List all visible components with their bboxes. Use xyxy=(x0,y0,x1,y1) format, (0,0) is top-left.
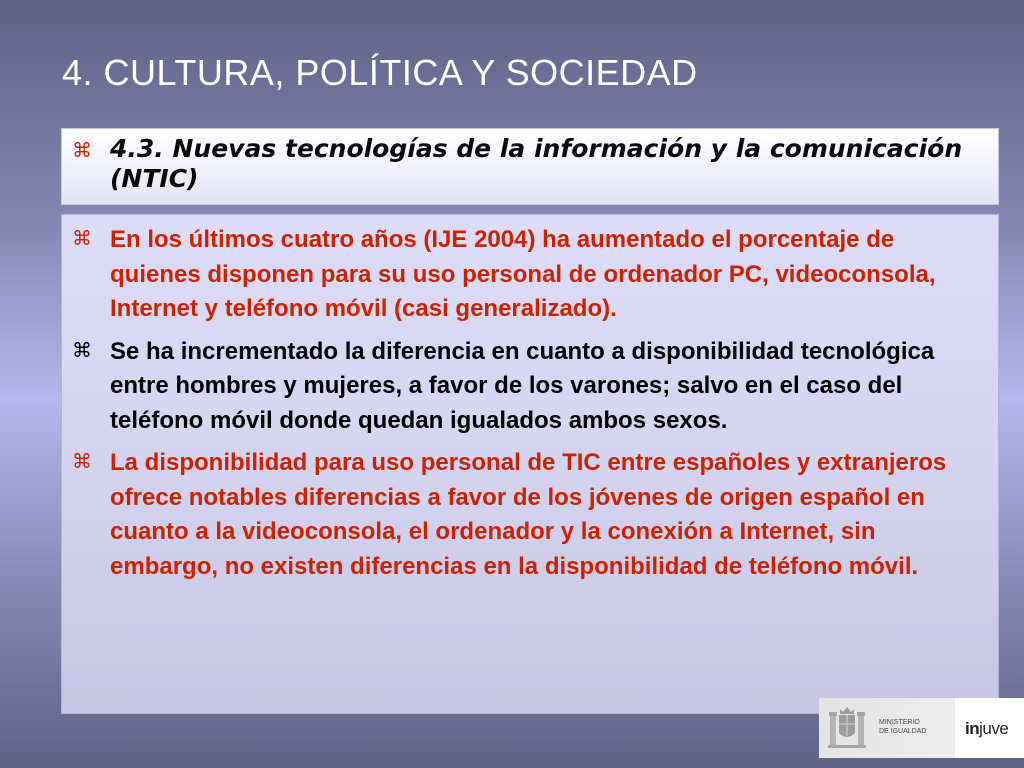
bullet-text: En los últimos cuatro años (IJE 2004) ha aumentado el porcentaje de quienes disponen para su uso personal de ordenador PC, videoconsola, Internet y teléfono móvil (casi generalizado). xyxy=(110,226,936,322)
coat-of-arms-icon xyxy=(827,705,867,751)
slide-title: 4. CULTURA, POLÍTICA Y SOCIEDAD xyxy=(62,52,698,93)
content-box xyxy=(61,214,999,714)
brand-logo-bold: in xyxy=(965,719,980,738)
subtitle-box xyxy=(61,128,999,205)
bullet-icon: ⌘ xyxy=(72,337,92,362)
bullet-item xyxy=(62,335,998,439)
brand-logo xyxy=(965,719,1008,739)
bullet-icon: ⌘ xyxy=(72,138,92,162)
brand-panel xyxy=(955,698,1024,758)
footer-logo xyxy=(819,698,1024,758)
bullet-list xyxy=(62,223,998,592)
bullet-icon: ⌘ xyxy=(72,449,92,473)
bullet-text: Se ha incrementado la diferencia en cuanto a disponibilidad tecnológica entre hombres y mujeres, a favor de los varones; salvo en el caso del teléfono móvil donde quedan igualados ambos sexos. xyxy=(110,337,935,434)
section-subtitle: 4.3. Nuevas tecnologías de la información y la comunicación (NTIC) xyxy=(110,134,963,193)
bullet-item xyxy=(62,223,998,327)
ministry-label: MINISTERIO DE IGUALDAD xyxy=(879,719,927,735)
bullet-item xyxy=(62,446,998,584)
bullet-icon: ⌘ xyxy=(72,226,92,250)
brand-logo-rest: juve xyxy=(979,719,1009,738)
bullet-text: La disponibilidad para uso personal de TIC entre españoles y extranjeros ofrece notables diferencias a favor de los jóvenes de origen español en cuanto a la videoconsola, el ordenador y la conexión a Internet, sin embargo, no existen diferencias en la disponibilidad de teléfono móvil. xyxy=(110,449,947,580)
